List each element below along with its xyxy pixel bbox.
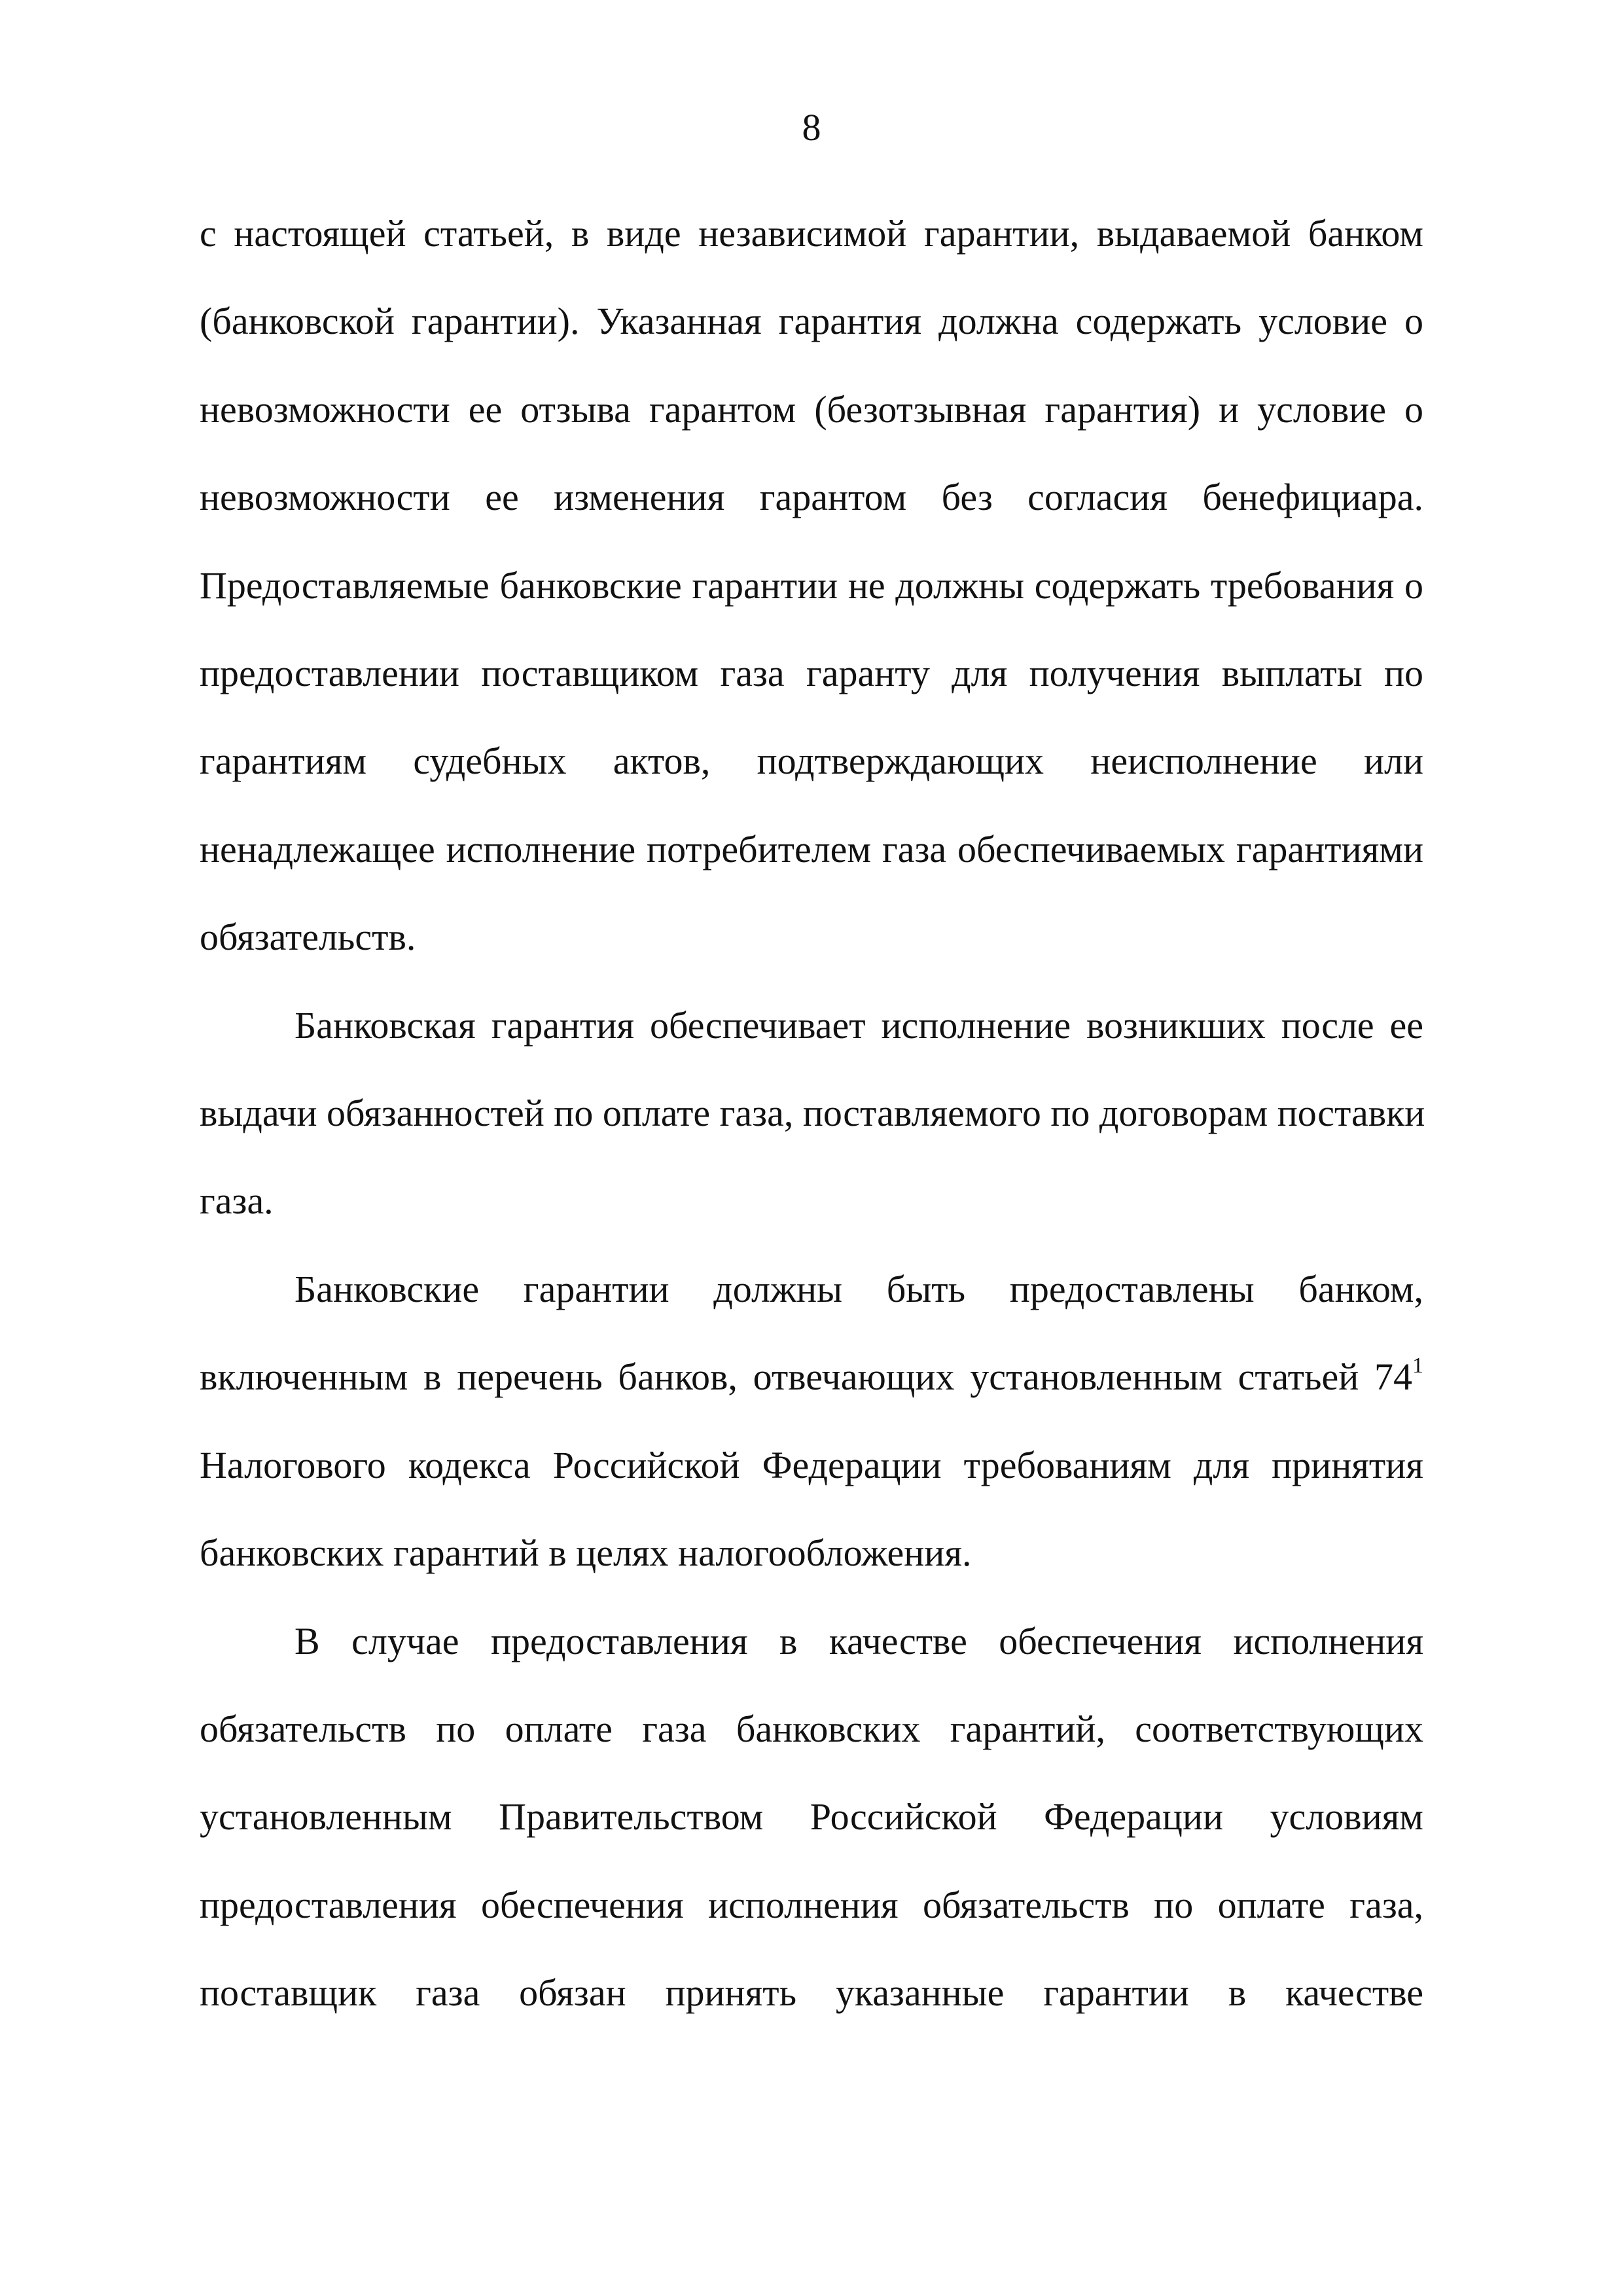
paragraph-4 [200, 1598, 1423, 2037]
text-line: предоставлении поставщиком газа гаранту для получения выплаты по [200, 652, 1423, 695]
page-number: 8 [802, 106, 821, 149]
text-line: гарантиям судебных актов, подтверждающих неисполнение или [200, 740, 1423, 783]
paragraph-3 [200, 1246, 1423, 1598]
text-line: ненадлежащее исполнение потребителем газа обеспечиваемых гарантиями [200, 827, 1423, 870]
text-line: невозможности ее отзыва гарантом (безотзывная гарантия) и условие о [200, 387, 1423, 431]
text-line: Банковская гарантия обеспечивает исполнение возникших после ее [294, 1003, 1423, 1047]
text-line: невозможности ее изменения гарантом без согласия бенефициара. [200, 476, 1423, 519]
text-line: (банковской гарантии). Указанная гарантия должна содержать условие о [200, 300, 1423, 343]
text-line-content: включенным в перечень банков, отвечающих установленным статьей 74 [200, 1355, 1412, 1399]
text-line: Налогового кодекса Российской Федерации требованиям для принятия [200, 1443, 1423, 1486]
text-line: выдачи обязанностей по оплате газа, поставляемого по договорам поставки [200, 1092, 1425, 1135]
text-line: Банковские гарантии должны быть предоставлены банком, [294, 1267, 1423, 1310]
document-body [200, 190, 1423, 2037]
text-line: банковских гарантий в целях налогообложения. [200, 1532, 972, 1575]
text-line: Предоставляемые банковские гарантии не должны содержать требования о [200, 564, 1423, 607]
text-line: поставщик газа обязан принять указанные гарантии в качестве [200, 1971, 1423, 2015]
paragraph-2 [200, 982, 1423, 1246]
text-line: с настоящей статьей, в виде независимой гарантии, выдаваемой банком [200, 212, 1423, 255]
text-line: предоставления обеспечения исполнения обязательств по оплате газа, [200, 1883, 1423, 1926]
footnote-mark: 1 [1412, 1353, 1423, 1378]
paragraph-1 [200, 190, 1423, 982]
text-line: В случае предоставления в качестве обеспечения исполнения [294, 1619, 1423, 1662]
text-line: газа. [200, 1179, 274, 1223]
text-line: обязательств. [200, 916, 416, 959]
text-line: установленным Правительством Российской Федерации условиям [200, 1795, 1423, 1839]
text-line-with-footnote [200, 1333, 1423, 1421]
text-line: обязательств по оплате газа банковских гарантий, соответствующих [200, 1707, 1423, 1750]
